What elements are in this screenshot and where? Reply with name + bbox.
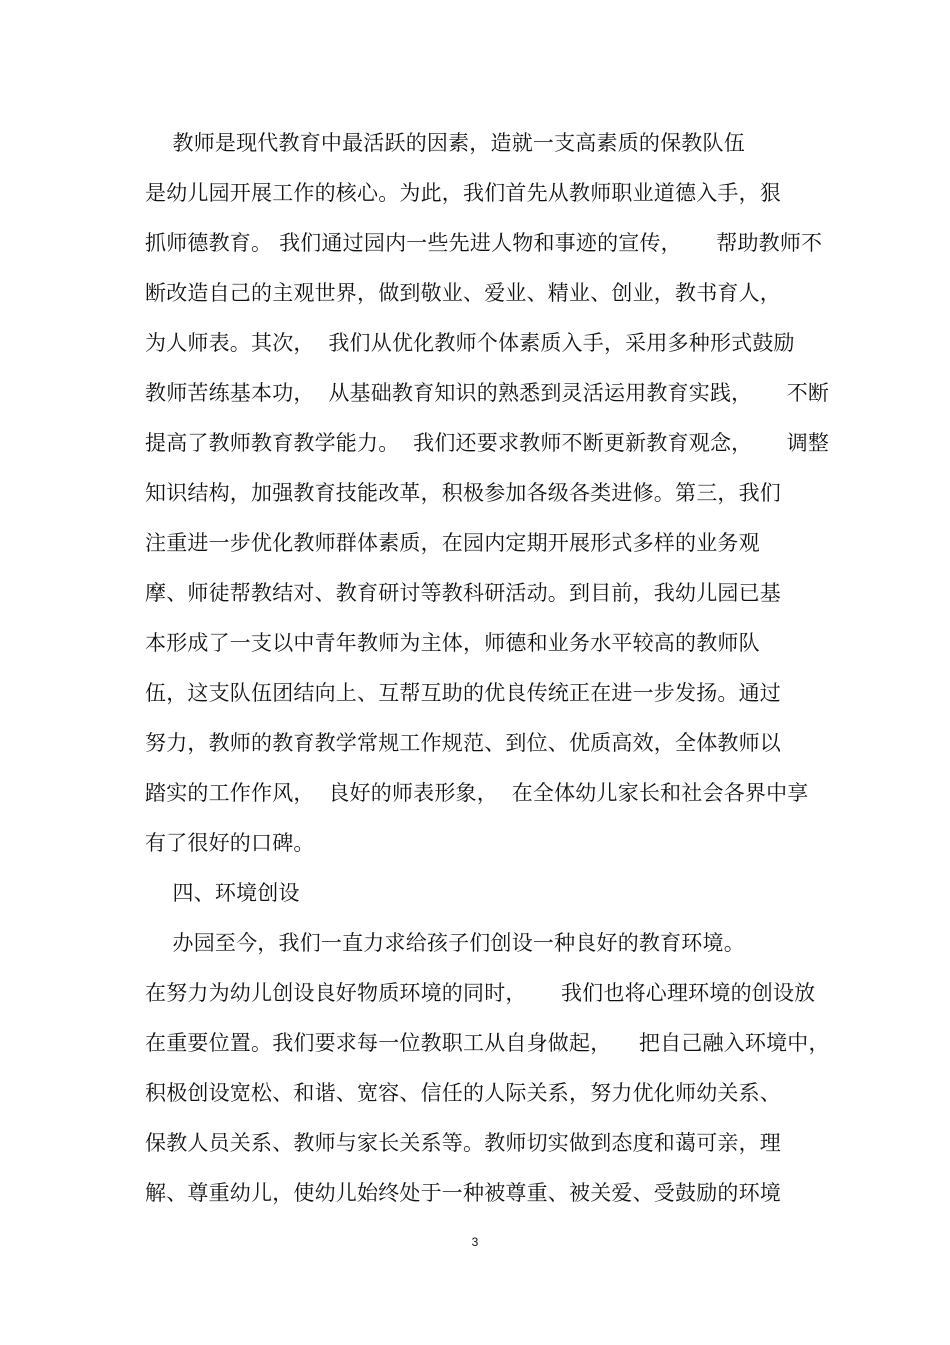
paragraph-line: 注重进一步优化教师群体素质，在园内定期开展形式多样的业务观 bbox=[145, 531, 760, 555]
page-number: 3 bbox=[471, 1235, 479, 1249]
paragraph-line: 踏实的工作作风， 良好的师表形象， 在全体幼儿家长和社会各界中享 bbox=[145, 781, 809, 805]
paragraph-line: 保教人员关系、教师与家长关系等。教师切实做到态度和蔼可亲，理 bbox=[145, 1131, 781, 1155]
paragraph-line: 是幼儿园开展工作的核心。为此，我们首先从教师职业道德入手，狠 bbox=[145, 181, 781, 205]
paragraph-line: 努力，教师的教育教学常规工作规范、到位、优质高效，全体教师以 bbox=[145, 731, 781, 755]
paragraph-line: 在重要位置。我们要求每一位教职工从自身做起， 把自己融入环境中， bbox=[145, 1031, 830, 1055]
section-heading: 四、环境创设 bbox=[145, 881, 300, 905]
paragraph-line: 办园至今，我们一直力求给孩子们创设一种良好的教育环境。 bbox=[145, 931, 745, 955]
paragraph-line: 教师苦练基本功， 从基础教育知识的熟悉到灵活运用教育实践， 不断 bbox=[145, 381, 830, 405]
paragraph-line: 教师是现代教育中最活跃的因素，造就一支高素质的保教队伍 bbox=[145, 131, 745, 155]
paragraph-line: 伍，这支队伍团结向上、互帮互助的优良传统正在进一步发扬。通过 bbox=[145, 681, 781, 705]
paragraph-line: 有了很好的口碑。 bbox=[145, 831, 315, 855]
paragraph-line: 抓师德教育。 我们通过园内一些先进人物和事迹的宣传， 帮助教师不 bbox=[145, 231, 823, 255]
paragraph-line: 为人师表。其次， 我们从优化教师个体素质入手，采用多种形式鼓励 bbox=[145, 331, 795, 355]
paragraph-line: 在努力为幼儿创设良好物质环境的同时， 我们也将心理环境的创设放 bbox=[145, 981, 816, 1005]
paragraph-line: 提高了教师教育教学能力。 我们还要求教师不断更新教育观念， 调整 bbox=[145, 431, 830, 455]
paragraph-line: 解、尊重幼儿，使幼儿始终处于一种被尊重、被关爱、受鼓励的环境 bbox=[145, 1181, 781, 1205]
paragraph-line: 断改造自己的主观世界，做到敬业、爱业、精业、创业，教书育人， bbox=[145, 281, 781, 305]
paragraph-line: 本形成了一支以中青年教师为主体，师德和业务水平较高的教师队 bbox=[145, 631, 760, 655]
paragraph-line: 知识结构，加强教育技能改革，积极参加各级各类进修。第三，我们 bbox=[145, 481, 781, 505]
paragraph-line: 摩、师徒帮教结对、教育研讨等教科研活动。到目前，我幼儿园已基 bbox=[145, 581, 781, 605]
paragraph-line: 积极创设宽松、和谐、宽容、信任的人际关系，努力优化师幼关系、 bbox=[145, 1081, 781, 1105]
